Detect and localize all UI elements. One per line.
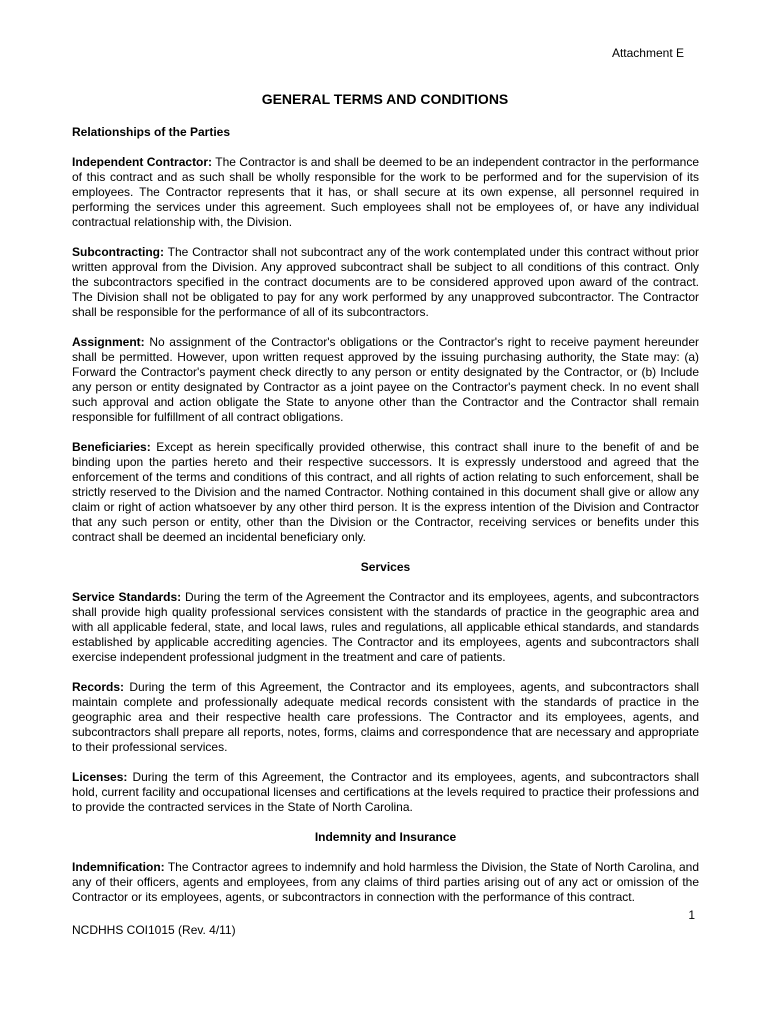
term-assignment: Assignment: — [72, 335, 145, 349]
text-beneficiaries: Except as herein specifically provided otherwise, this contract shall inure to the benefit of and be binding upon the parties hereto and their respective successors. It is expressly understood and agreed that the enforcement of the terms and conditions of this contract, and all rights of action relating to such enforcement, shall be strictly reserved to the Division and the named Contractor. Nothing contained in this document shall give or allow any claim or right of action whatsoever by any other third person. It is the express intention of the Division and Contractor that any such person or entity, other than the Division or the Contractor, receiving services or benefits under this contract shall be deemed an incidental beneficiary only. — [72, 440, 699, 544]
term-independent-contractor: Independent Contractor: — [72, 155, 213, 169]
term-service-standards: Service Standards: — [72, 590, 182, 604]
paragraph-indemnification — [72, 860, 699, 905]
section-heading-indemnity: Indemnity and Insurance — [314, 830, 457, 844]
section-heading-services: Services — [360, 560, 411, 574]
section-heading-relationships: Relationships of the Parties — [72, 125, 231, 139]
paragraph-records — [72, 680, 699, 755]
text-assignment: No assignment of the Contractor's obligations or the Contractor's right to receive payment hereunder shall be permitted. However, upon written request approved by the issuing purchasing authority, the State may: (a) Forward the Contractor's payment check directly to any person or entity designated by the Contractor, or (b) Include any person or entity designated by Contractor as a joint payee on the Contractor's payment check. In no event shall such approval and action obligate the State to anyone other than the Contractor and the Contractor shall remain responsible for fulfillment of all contract obligations. — [72, 335, 699, 424]
term-beneficiaries: Beneficiaries: — [72, 440, 151, 454]
paragraph-beneficiaries — [72, 440, 699, 545]
term-subcontracting: Subcontracting: — [72, 245, 164, 259]
document-body — [72, 125, 699, 920]
text-licenses: During the term of this Agreement, the Contractor and its employees, agents, and subcontractors shall hold, current facility and occupational licenses and certifications at the levels required to practice their professions and to provide the contracted services in the State of North Carolina. — [72, 770, 699, 814]
text-records: During the term of this Agreement, the Contractor and its employees, agents, and subcontractors shall maintain complete and professionally adequate medical records consistent with the standards of practice in the geographic area and their respective health care professions. The Contractor and its employees, agents, and subcontractors shall prepare all reports, notes, forms, claims and correspondence that are necessary and appropriate to their professional services. — [72, 680, 699, 754]
term-records: Records: — [72, 680, 125, 694]
attachment-label: Attachment E — [611, 46, 684, 60]
paragraph-independent-contractor — [72, 155, 699, 230]
term-licenses: Licenses: — [72, 770, 128, 784]
paragraph-service-standards — [72, 590, 699, 665]
term-indemnification: Indemnification: — [72, 860, 165, 874]
text-service-standards: During the term of the Agreement the Contractor and its employees, agents, and subcontractors shall provide high quality professional services consistent with the standards of practice in the geographic area and with all applicable federal, state, and local laws, rules and regulations, all applicable ethical standards, and standards established by applicable accrediting agencies. The Contractor and its employees, agents and subcontractors shall exercise independent professional judgment in the treatment and care of patients. — [72, 590, 699, 664]
paragraph-subcontracting — [72, 245, 699, 320]
text-subcontracting: The Contractor shall not subcontract any of the work contemplated under this contract without prior written approval from the Division. Any approved subcontract shall be subject to all conditions of this contract. Only the subcontractors specified in the contract documents are to be considered approved upon award of the contract. The Division shall not be obligated to pay for any work performed by any unapproved subcontractor. The Contractor shall be responsible for the performance of all of its subcontractors. — [72, 245, 699, 319]
document-title: GENERAL TERMS AND CONDITIONS — [261, 91, 509, 107]
paragraph-assignment — [72, 335, 699, 425]
page-number: 1 — [688, 908, 695, 922]
text-independent-contractor: The Contractor is and shall be deemed to be an independent contractor in the performance of this contract and as such shall be wholly responsible for the work to be performed and for the supervision of its employees. The Contractor represents that it has, or shall secure at its own expense, all personnel required in performing the services under this agreement. Such employees shall not be employees of, or have any individual contractual relationship with, the Division. — [72, 155, 699, 229]
paragraph-licenses — [72, 770, 699, 815]
text-indemnification: The Contractor agrees to indemnify and hold harmless the Division, the State of North Carolina, and any of their officers, agents and employees, from any claims of third parties arising out of any act or omission of the Contractor or its employees, agents, or subcontractors in connection with the performance of this contract. — [72, 860, 699, 904]
form-code: NCDHHS COI1015 (Rev. 4/11) — [72, 923, 236, 937]
